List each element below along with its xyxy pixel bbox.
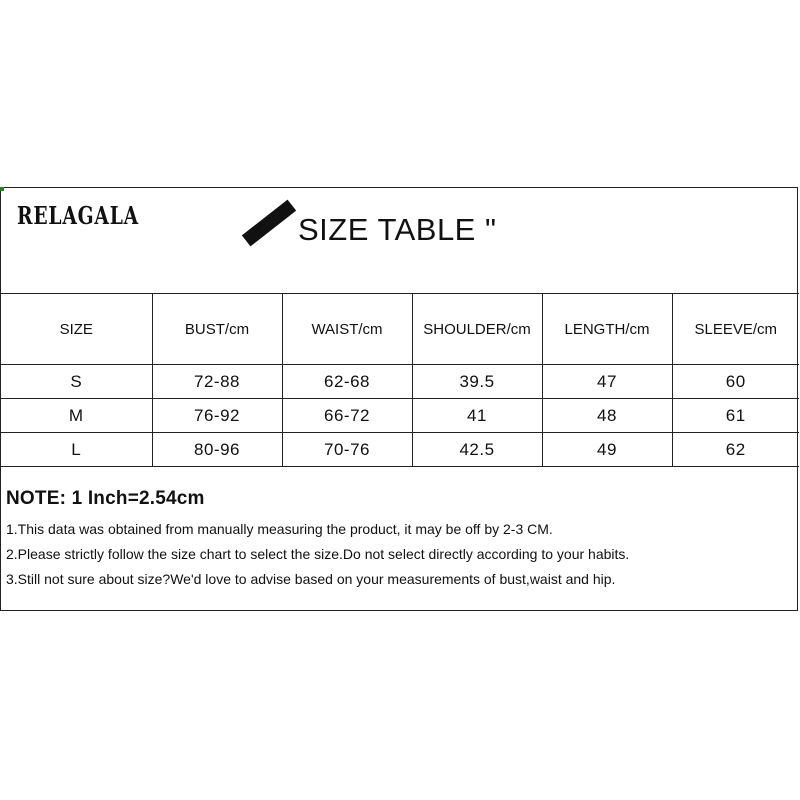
table-row	[1, 365, 799, 399]
cell-shoulder: 41	[412, 399, 542, 433]
header-waist: WAIST/cm	[282, 294, 412, 365]
cell-bust: 76-92	[152, 399, 282, 433]
cell-shoulder: 39.5	[412, 365, 542, 399]
cell-waist: 70-76	[282, 433, 412, 467]
note-heading: NOTE: 1 Inch=2.54cm	[6, 488, 205, 509]
table-row	[1, 399, 799, 433]
cell-sleeve: 62	[672, 433, 799, 467]
cell-bust: 72-88	[152, 365, 282, 399]
cell-length: 49	[542, 433, 672, 467]
header-bust: BUST/cm	[152, 294, 282, 365]
table-header-row	[1, 294, 799, 365]
header-shoulder: SHOULDER/cm	[412, 294, 542, 365]
header-size: SIZE	[1, 294, 152, 365]
notes-section	[6, 488, 796, 594]
slash-icon	[242, 200, 296, 247]
cell-length: 48	[542, 399, 672, 433]
header-sleeve: SLEEVE/cm	[672, 294, 799, 365]
note-line-2: 2.Please strictly follow the size chart to select the size.Do not select directly according to your habits.	[6, 546, 630, 562]
corner-accent	[0, 187, 4, 191]
cell-sleeve: 60	[672, 365, 799, 399]
page-title: SIZE TABLE "	[298, 212, 497, 247]
table-row	[1, 433, 799, 467]
cell-waist: 66-72	[282, 399, 412, 433]
cell-shoulder: 42.5	[412, 433, 542, 467]
note-line-3: 3.Still not sure about size?We'd love to advise based on your measurements of bust,waist and hip.	[6, 571, 616, 587]
brand-logo: RELAGALA	[17, 201, 139, 230]
cell-size: S	[1, 365, 152, 399]
cell-bust: 80-96	[152, 433, 282, 467]
header-length: LENGTH/cm	[542, 294, 672, 365]
size-chart-card	[0, 187, 798, 611]
cell-sleeve: 61	[672, 399, 799, 433]
cell-size: M	[1, 399, 152, 433]
note-line-1: 1.This data was obtained from manually measuring the product, it may be off by 2-3 CM.	[6, 521, 553, 537]
cell-size: L	[1, 433, 152, 467]
cell-waist: 62-68	[282, 365, 412, 399]
size-table	[1, 293, 799, 467]
cell-length: 47	[542, 365, 672, 399]
